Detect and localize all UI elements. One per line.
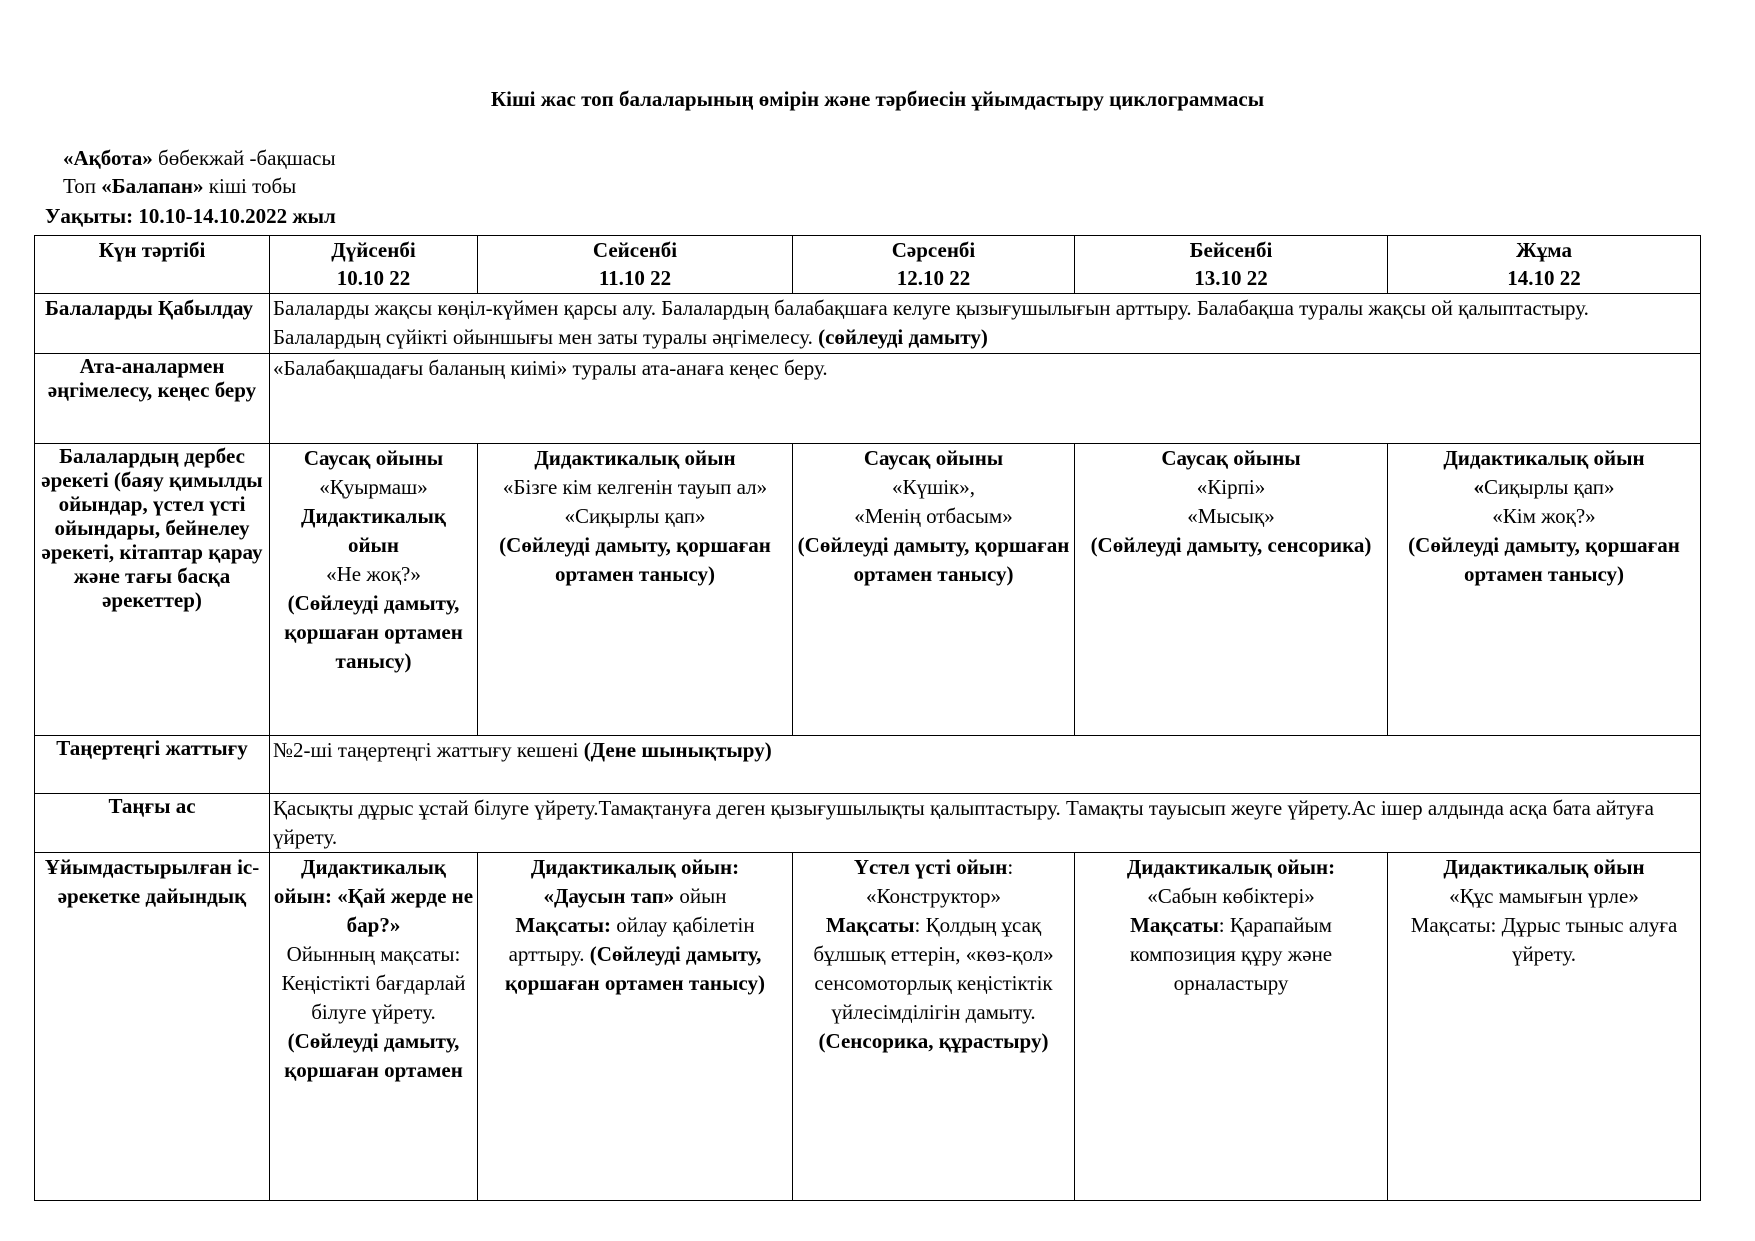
goal-label: Мақсаты xyxy=(1130,913,1219,937)
game-name-bold: «Даусын тап» xyxy=(543,884,675,908)
day-name: Жұма xyxy=(1516,238,1572,262)
game-type: Дидактикалық ойын: xyxy=(1126,855,1336,879)
game-focus: (Сөйлеуді дамыту, қоршаған ортамен танысу) xyxy=(284,591,463,673)
row-breakfast xyxy=(35,794,1701,853)
reception-focus: (сөйлеуді дамыту) xyxy=(818,325,988,349)
quote-mark: « xyxy=(1473,475,1484,499)
game-focus: (Сенсорика, құрастыру) xyxy=(818,1029,1049,1053)
game-goal xyxy=(481,911,789,998)
game-type: Дидактикалық ойын xyxy=(1443,446,1645,470)
preparation-tue xyxy=(478,853,793,1201)
goal-text: : Қолдың ұсақ бұлшық еттерін, «көз-қол» сенсомоторлық кеңістіктік үйлесімділігін дамыту. xyxy=(813,913,1054,1024)
game-name: «Құс мамығын үрле» xyxy=(1449,884,1639,908)
group-suffix: кіші тобы xyxy=(203,174,297,198)
game-title: Дидактикалық ойын: «Қай жерде не бар?» xyxy=(273,855,474,937)
game-name xyxy=(481,882,789,911)
game-name: «Қуырмаш» xyxy=(319,475,428,499)
day-name: Сәрсенбі xyxy=(891,238,976,262)
row-label: Ата-аналармен әңгімелесу, кеңес беру xyxy=(35,354,270,444)
game-focus: (Сөйлеуді дамыту, қоршаған ортамен танысу) xyxy=(505,942,765,995)
kindergarten-name: «Ақбота» xyxy=(63,146,153,170)
game-focus: (Сөйлеуді дамыту, қоршаған ортамен танысу) xyxy=(499,533,771,586)
kindergarten-line xyxy=(63,145,336,171)
day-header-tue xyxy=(478,236,793,294)
game-focus: (Сөйлеуді дамыту, қоршаған ортамен танысу) xyxy=(797,533,1070,586)
game-name xyxy=(1391,473,1697,502)
day-name: Бейсенбі xyxy=(1189,238,1273,262)
game-type-bold: Үстел үсті ойын xyxy=(853,855,1008,879)
game-name: «Не жоқ?» xyxy=(326,562,421,586)
game-name: «Сабын көбіктері» xyxy=(1147,884,1315,908)
game-type: Саусақ ойыны xyxy=(1161,446,1301,470)
game-focus: (Сөйлеуді дамыту, қоршаған ортамен танысу) xyxy=(1408,533,1680,586)
row-parents xyxy=(35,354,1701,444)
row-reception xyxy=(35,294,1701,354)
row-label: Таңертеңгі жаттығу xyxy=(35,736,270,794)
breakfast-text: Қасықты дұрыс ұстай білуге үйрету.Тамақтануға деген қызығушылықты қалыптастыру. Тамақты тауысып жеуге үйрету.Ас ішер алдында асқа бата айтуға үйрету. xyxy=(270,794,1701,853)
game-name-text: Сиқырлы қап» xyxy=(1483,475,1615,499)
independent-wed xyxy=(793,444,1075,736)
game-goal: Ойынның мақсаты: Кеңістікті бағдарлай білуге үйрету. xyxy=(281,942,466,1024)
row-label: Балалардың дербес әрекеті (баяу қимылды ойындар, үстел үсті ойындары, бейнелеу әрекеті, кітаптар қарау және тағы басқа әрекеттер) xyxy=(35,444,270,736)
day-date: 13.10 22 xyxy=(1194,266,1268,290)
game-goal: Мақсаты: Дұрыс тыныс алуға үйрету. xyxy=(1410,913,1678,966)
game-type: Дидактикалық ойын xyxy=(1443,855,1645,879)
independent-thu xyxy=(1075,444,1388,736)
corner-cell: Күн тәртібі xyxy=(35,236,270,294)
game-name-suffix: ойын xyxy=(674,884,727,908)
independent-fri xyxy=(1388,444,1701,736)
game-goal xyxy=(796,911,1071,1056)
game-name: «Менің отбасым» xyxy=(854,504,1013,528)
game-type: Саусақ ойыны xyxy=(863,446,1004,470)
table-header-row xyxy=(35,236,1701,294)
day-date: 11.10 22 xyxy=(598,266,672,290)
day-date: 14.10 22 xyxy=(1507,266,1581,290)
day-name: Сейсенбі xyxy=(592,238,678,262)
exercise-focus: (Дене шынықтыру) xyxy=(583,738,772,762)
preparation-thu xyxy=(1075,853,1388,1201)
game-type: Дидактикалық ойын: xyxy=(530,855,740,879)
row-label: Ұйымдастырылған іс-әрекетке дайындық xyxy=(35,853,270,1201)
game-type xyxy=(796,853,1071,882)
day-name: Дүйсенбі xyxy=(331,238,416,262)
kindergarten-suffix: бөбекжай -бақшасы xyxy=(152,146,336,170)
day-header-thu xyxy=(1075,236,1388,294)
independent-mon xyxy=(270,444,478,736)
game-name: «Күшік», xyxy=(892,475,975,499)
goal-text: : Қарапайым композиция құру және орналастыру xyxy=(1129,913,1333,995)
period-line: Уақыты: 10.10-14.10.2022 жыл xyxy=(45,204,336,228)
row-label: Балаларды Қабылдау xyxy=(35,294,270,354)
game-type: Дидактикалық ойын xyxy=(534,446,736,470)
game-type: Саусақ ойыны xyxy=(303,446,444,470)
preparation-fri xyxy=(1388,853,1701,1201)
exercise-text xyxy=(270,736,1701,794)
day-header-mon xyxy=(270,236,478,294)
page-title: Кіші жас топ балаларының өмірін және тәрбиесін ұйымдастыру циклограммасы xyxy=(490,87,1265,111)
reception-text xyxy=(270,294,1701,354)
day-date: 10.10 22 xyxy=(336,266,411,290)
parents-text: «Балабақшадағы баланың киімі» туралы ата-анаға кеңес беру. xyxy=(270,354,1701,444)
goal-label: Мақсаты: xyxy=(515,913,612,937)
game-name: «Мысық» xyxy=(1187,504,1275,528)
independent-tue xyxy=(478,444,793,736)
group-line xyxy=(63,173,296,199)
game-focus: (Сөйлеуді дамыту, қоршаған ортамен xyxy=(284,1029,463,1082)
day-header-fri xyxy=(1388,236,1701,294)
preparation-mon xyxy=(270,853,478,1201)
reception-body: Балаларды жақсы көңіл-күймен қарсы алу. Балалардың балабақшаға келуге қызығушылығын арттыру. Балабақша туралы жақсы ой қалыптастыру. Балалардың сүйікті ойыншығы мен заты туралы әңгімелесу. xyxy=(273,296,1589,349)
group-name: «Балапан» xyxy=(101,174,204,198)
row-label: Таңғы ас xyxy=(35,794,270,853)
goal-text: ойлау қабілетін арттыру. xyxy=(508,913,755,966)
game-type: Дидактикалық ойын xyxy=(301,504,446,557)
goal-label: Мақсаты xyxy=(825,913,915,937)
group-prefix: Топ xyxy=(63,174,102,198)
exercise-body: №2-ші таңертеңгі жаттығу кешені xyxy=(273,738,584,762)
day-header-wed xyxy=(793,236,1075,294)
schedule-table xyxy=(34,235,1701,1201)
game-name: «Кірпі» xyxy=(1196,475,1266,499)
game-name: «Кім жоқ?» xyxy=(1492,504,1596,528)
game-name: «Бізге кім келгенін тауып ал» «Сиқырлы қап» xyxy=(502,475,768,528)
colon: : xyxy=(1007,855,1014,879)
row-exercise xyxy=(35,736,1701,794)
game-name: «Конструктор» xyxy=(865,884,1001,908)
day-date: 12.10 22 xyxy=(896,266,971,290)
game-focus: (Сөйлеуді дамыту, сенсорика) xyxy=(1090,533,1372,557)
row-preparation xyxy=(35,853,1701,1201)
row-independent xyxy=(35,444,1701,736)
preparation-wed xyxy=(793,853,1075,1201)
game-goal xyxy=(1078,911,1384,998)
